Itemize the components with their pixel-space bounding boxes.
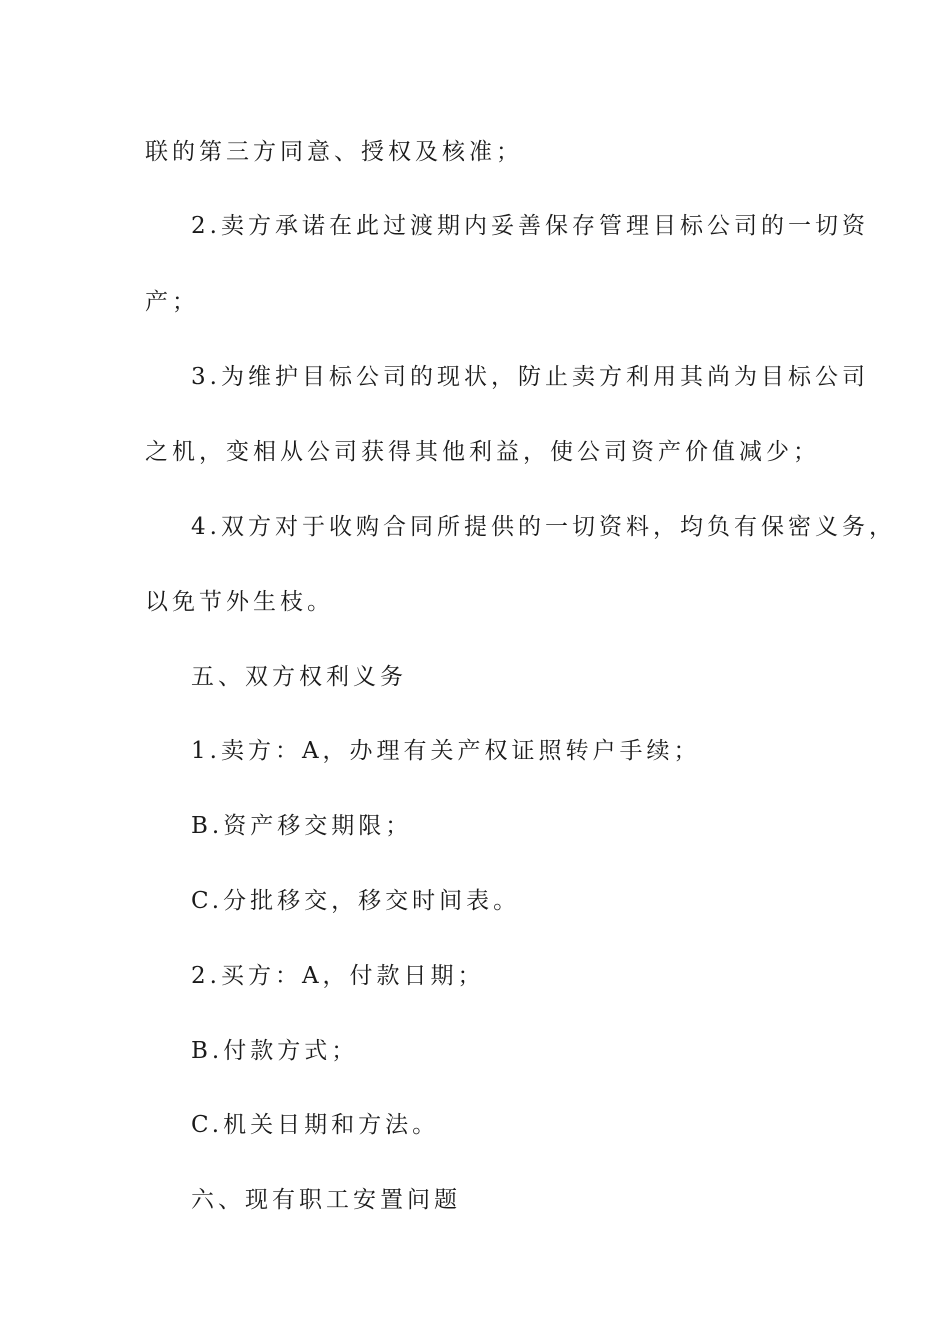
paragraph-line: 3.为维护目标公司的现状，防止卖方利用其尚为目标公司 — [191, 364, 869, 390]
section-heading: 六、现有职工安置问题 — [191, 1187, 461, 1213]
paragraph-line: B.付款方式； — [191, 1038, 359, 1064]
paragraph-line: C.机关日期和方法。 — [191, 1112, 440, 1138]
paragraph-line: 2.卖方承诺在此过渡期内妥善保存管理目标公司的一切资 — [191, 213, 869, 239]
paragraph-line: C.分批移交，移交时间表。 — [191, 888, 521, 914]
paragraph-line: 1.卖方：A，办理有关产权证照转户手续； — [191, 738, 701, 764]
paragraph-line: B.资产移交期限； — [191, 813, 413, 839]
paragraph-line: 4.双方对于收购合同所提供的一切资料，均负有保密义务， — [191, 514, 896, 540]
paragraph-line: 产； — [145, 289, 199, 315]
paragraph-line: 以免节外生枝。 — [145, 589, 334, 615]
paragraph-line: 联的第三方同意、授权及核准； — [145, 139, 523, 165]
section-heading: 五、双方权利义务 — [191, 664, 407, 690]
paragraph-line: 之机，变相从公司获得其他利益，使公司资产价值减少； — [145, 439, 820, 465]
paragraph-line: 2.买方：A，付款日期； — [191, 963, 485, 989]
